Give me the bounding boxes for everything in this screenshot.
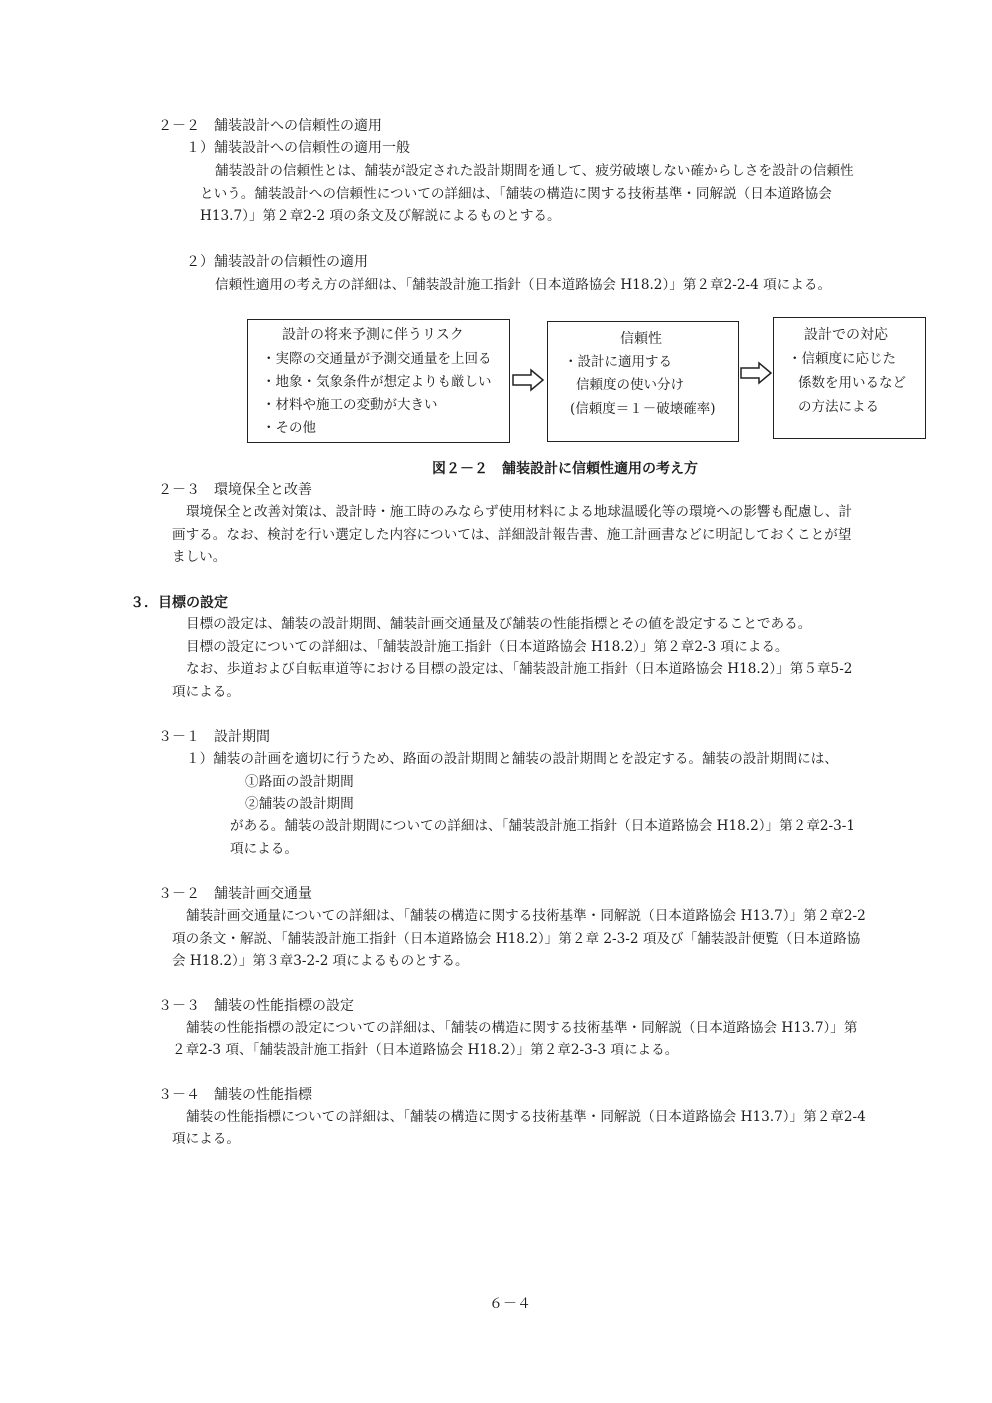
reliability-box [547,321,739,442]
list-item: ①路面の設計期間 [245,774,354,790]
section-3-2-heading: ３－２ 舗装計画交通量 [158,886,312,902]
arrow-right-icon [739,361,773,385]
design-response-box-title: 設計での対応 [804,327,888,343]
paragraph-line: 信頼性適用の考え方の詳細は、「舗装設計施工指針（日本道路協会 H18.2）」第２章2-2-4 項による。 [215,277,832,293]
design-response-box-item: 係数を用いるなど [798,375,906,391]
arrow-right-icon [511,368,545,392]
paragraph-line: 舗装の性能指標についての詳細は、「舗装の構造に関する技術基準・同解説（日本道路協会 H13.7）」第２章2-4 [186,1109,866,1125]
design-response-box-item: ・信頼度に応じた [788,351,896,367]
paragraph-line: ましい。 [172,549,227,565]
risk-box-item: ・実際の交通量が予測交通量を上回る [262,351,492,367]
figure-caption: 図２－２ 舗装設計に信頼性適用の考え方 [432,461,698,477]
risk-box-title: 設計の将来予測に伴うリスク [282,327,464,343]
paragraph-line: 会 H18.2）」第３章3-2-2 項によるものとする。 [172,953,469,969]
paragraph-line: 画する。なお、検討を行い選定した内容については、詳細設計報告書、施工計画書などに明記しておくことが望 [172,527,852,543]
paragraph-line: 舗装の性能指標の設定についての詳細は、「舗装の構造に関する技術基準・同解説（日本道路協会 H13.7）」第 [186,1020,858,1036]
paragraph-line: 項による。 [230,841,298,857]
reliability-box-title: 信頼性 [620,331,662,347]
section-2-2-heading: ２－２ 舗装設計への信頼性の適用 [158,118,382,134]
reliability-box-item: 信頼度の使い分け [576,377,684,393]
paragraph-line: 項による。 [172,1131,240,1147]
paragraph-line: 舗装計画交通量についての詳細は、「舗装の構造に関する技術基準・同解説（日本道路協会 H13.7）」第２章2-2 [186,908,866,924]
paragraph-line: H13.7）」第２章2-2 項の条文及び解説によるものとする。 [200,208,561,224]
section-3-3-heading: ３－３ 舗装の性能指標の設定 [158,998,354,1014]
section-3-4-heading: ３－４ 舗装の性能指標 [158,1087,312,1103]
section-3-heading: ３．目標の設定 [130,595,228,611]
paragraph-line: １）舗装の計画を適切に行うため、路面の設計期間と舗装の設計期間とを設定する。舗装の設計期間には、 [186,751,838,767]
list-item: ②舗装の設計期間 [245,796,354,812]
section-2-3-heading: ２－３ 環境保全と改善 [158,482,312,498]
paragraph-line: 目標の設定は、舗装の設計期間、舗装計画交通量及び舗装の性能指標とその値を設定することである。 [186,616,812,632]
risk-box-item: ・地象・気象条件が想定よりも厳しい [262,374,492,390]
risk-box-item: ・その他 [262,420,316,436]
design-response-box [773,317,926,439]
reliability-box-item: (信頼度＝１－破壊確率) [570,401,716,417]
reliability-box-item: ・設計に適用する [564,354,672,370]
page-number: ６－４ [489,1296,531,1312]
paragraph-line: ２章2-3 項、「舗装設計施工指針（日本道路協会 H18.2）」第２章2-3-3 項による。 [172,1042,679,1058]
risk-box-item: ・材料や施工の変動が大きい [262,397,438,413]
section-3-1-heading: ３－１ 設計期間 [158,729,270,745]
section-2-2-2-heading: ２）舗装設計の信頼性の適用 [186,254,368,270]
paragraph-line: なお、歩道および自転車道等における目標の設定は、「舗装設計施工指針（日本道路協会 H18.2）」第５章5-2 [186,661,853,677]
risk-box [247,319,510,443]
paragraph-line: 項の条文・解説、「舗装設計施工指針（日本道路協会 H18.2）」第２章 2-3-2 項及び「舗装設計便覧（日本道路協 [172,931,861,947]
paragraph-line: 環境保全と改善対策は、設計時・施工時のみならず使用材料による地球温暖化等の環境への影響も配慮し、計 [186,504,853,520]
section-2-2-1-heading: １）舗装設計への信頼性の適用一般 [186,140,410,156]
paragraph-line: 項による。 [172,684,240,700]
paragraph-line: 舗装設計の信頼性とは、舗装が設定された設計期間を通して、疲労破壊しない確からしさを設計の信頼性 [215,163,854,179]
design-response-box-item: の方法による [798,399,879,415]
paragraph-line: 目標の設定についての詳細は、「舗装設計施工指針（日本道路協会 H18.2）」第２章2-3 項による。 [186,639,789,655]
paragraph-line: がある。舗装の設計期間についての詳細は、「舗装設計施工指針（日本道路協会 H18.2）」第２章2-3-1 [230,818,856,834]
paragraph-line: という。舗装設計への信頼性についての詳細は、「舗装の構造に関する技術基準・同解説（日本道路協会 [200,186,832,202]
